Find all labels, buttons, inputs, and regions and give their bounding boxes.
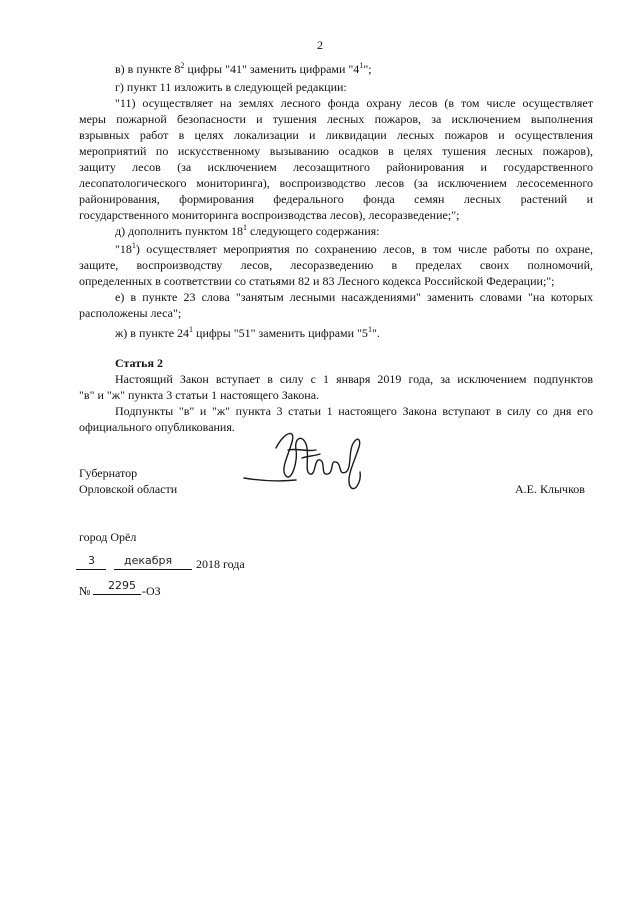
item-v-text-before: в) в пункте 8 <box>115 62 181 76</box>
law-number-suffix: -ОЗ <box>142 584 161 598</box>
item-zh <box>115 326 380 340</box>
item-e-first-line: е) в пункте 23 слова "занятым лесными насаждениями" заменить словами "на которых <box>115 290 593 304</box>
article-2-p2-first-line: Подпункты "в" и "ж" пункта 3 статьи 1 настоящего Закона вступают в силу со дня его <box>115 404 593 418</box>
item-d <box>115 224 379 238</box>
law-number-value: 2295 <box>108 579 136 592</box>
item-v <box>115 62 372 76</box>
item-v-sup2: 1 <box>359 61 364 70</box>
date-month: декабря <box>124 554 173 567</box>
p18-line: защите, воспроизводству лесов, лесоразведению в пределах своих полномочий, <box>79 258 593 272</box>
p11-line: меры пожарной безопасности и тушения лесных пожаров, за исключением выполнения <box>79 112 593 126</box>
article-2-heading: Статья 2 <box>115 356 163 370</box>
p18-sup: 1 <box>131 241 136 250</box>
article-2-p1-first-line: Настоящий Закон вступает в силу с 1 января 2019 года, за исключением подпунктов <box>115 372 593 386</box>
law-number-prefix: № <box>79 584 91 598</box>
item-v-sup1: 2 <box>180 61 185 70</box>
date-day-underline <box>76 569 106 570</box>
item-zh-sup2: 1 <box>367 325 372 334</box>
p18-text-after: ) осуществляет мероприятия по сохранению лесов, в том числе работы по охране, <box>135 242 593 256</box>
item-zh-text-before: ж) в пункте 24 <box>115 326 190 340</box>
item-zh-text-after: ". <box>371 326 380 340</box>
item-zh-text-middle: цифры "51" заменить цифрами "5 <box>193 326 368 340</box>
page-number: 2 <box>317 38 323 52</box>
signer-title-line1: Губернатор <box>79 466 138 480</box>
p18-text-before: "18 <box>115 242 132 256</box>
item-g: г) пункт 11 изложить в следующей редакции: <box>115 80 347 94</box>
item-d-sup: 1 <box>243 223 247 232</box>
p18-first-line <box>115 242 593 256</box>
handwritten-signature <box>236 420 376 500</box>
p11-line: защиту лесов (за исключением лесозащитного районирования и государственного <box>79 160 593 174</box>
p18-last-line: определенных в соответствии со статьями 82 и 83 Лесного кодекса Российской Федерации;"; <box>79 274 555 288</box>
item-d-text-after: следующего содержания: <box>247 224 380 238</box>
p11-line: районирования, формирования федерального фонда семян лесных растений и <box>79 192 593 206</box>
date-day: 3 <box>88 554 95 567</box>
p11-line: мероприятий по искусственному вызыванию осадков в целях тушения лесных пожаров), <box>79 144 593 158</box>
date-year: 2018 года <box>196 557 245 571</box>
signer-title-line2: Орловской области <box>79 482 178 496</box>
p11-line: взрывных работ в целях локализации и ликвидации лесных пожаров и осуществления <box>79 128 593 142</box>
law-number-underline <box>93 594 141 595</box>
p11-line: лесопатологического мониторинга), воспроизводство лесов (за исключением лесосеменного <box>79 176 593 190</box>
article-2-p1-last-line: "в" и "ж" пункта 3 статьи 1 настоящего Закона. <box>79 388 320 402</box>
item-e-last-line: расположены леса"; <box>79 306 182 320</box>
p11-line: "11) осуществляет на землях лесного фонда охрану лесов (в том числе осуществляет <box>115 96 593 110</box>
item-v-text-middle: цифры "41" заменить цифрами "4 <box>184 62 360 76</box>
p11-last-line: государственного мониторинга воспроизводства лесов), лесоразведение;"; <box>79 208 460 222</box>
signer-name: А.Е. Клычков <box>515 482 585 496</box>
article-2-p2-last-line: официального опубликования. <box>79 420 235 434</box>
item-v-text-after: "; <box>363 62 372 76</box>
item-zh-sup1: 1 <box>189 325 194 334</box>
date-month-underline <box>114 569 192 570</box>
item-d-text-before: д) дополнить пунктом 18 <box>115 224 243 238</box>
place: город Орёл <box>79 530 137 544</box>
